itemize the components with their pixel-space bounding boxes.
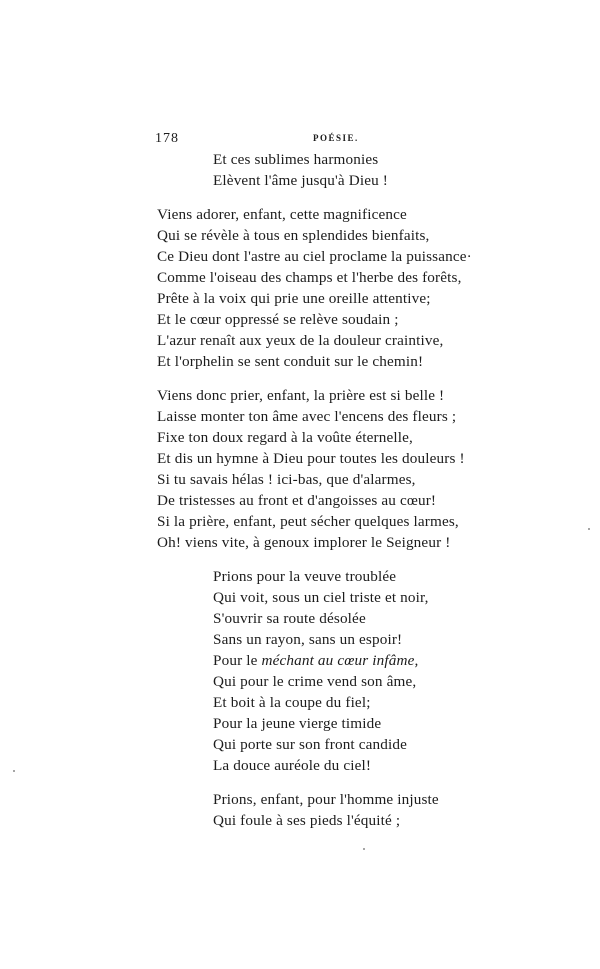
verse-line: Ce Dieu dont l'astre au ciel proclame la puissance· <box>157 248 472 265</box>
verse-line: Qui porte sur son front candide <box>213 736 408 753</box>
verse-line: Viens donc prier, enfant, la prière est si belle ! <box>157 387 445 404</box>
verse-line: Et le cœur oppressé se relève soudain ; <box>157 311 399 328</box>
verse-line: Viens adorer, enfant, cette magnificence <box>157 206 407 223</box>
verse-line: L'azur renaît aux yeux de la douleur craintive, <box>157 332 444 349</box>
verse-line: Prions pour la veuve troublée <box>213 568 397 585</box>
verse-line: Pour la jeune vierge timide <box>213 715 382 732</box>
verse-line <box>213 651 418 670</box>
verse-line: Et ces sublimes harmonies <box>213 151 379 168</box>
verse-line: De tristesses au front et d'angoisses au cœur! <box>157 492 437 509</box>
verse-line: Si la prière, enfant, peut sécher quelques larmes, <box>157 513 459 530</box>
verse-line: Et boit à la coupe du fiel; <box>213 694 371 711</box>
running-title: POÉSIE. <box>313 133 359 143</box>
verse-line: Qui voit, sous un ciel triste et noir, <box>213 589 429 606</box>
verse-line: Fixe ton doux regard à la voûte éternelle, <box>157 429 413 446</box>
verse-line: Prête à la voix qui prie une oreille attentive; <box>157 290 431 307</box>
scan-speck <box>13 770 15 772</box>
verse-line: Qui foule à ses pieds l'équité ; <box>213 812 401 829</box>
verse-line: Elèvent l'âme jusqu'à Dieu ! <box>213 172 388 189</box>
verse-line: S'ouvrir sa route désolée <box>213 610 366 627</box>
verse-line: Si tu savais hélas ! ici-bas, que d'alarmes, <box>157 471 416 488</box>
verse-line: Et dis un hymne à Dieu pour toutes les douleurs ! <box>157 450 465 467</box>
verse-line: Laisse monter ton âme avec l'encens des fleurs ; <box>157 408 457 425</box>
verse-line: Sans un rayon, sans un espoir! <box>213 631 403 648</box>
scan-speck <box>363 848 365 850</box>
page-number: 178 <box>155 131 179 146</box>
page-header <box>155 131 475 151</box>
verse-line: Comme l'oiseau des champs et l'herbe des forêts, <box>157 269 462 286</box>
verse-line: La douce auréole du ciel! <box>213 757 372 774</box>
verse-line: Oh! viens vite, à genoux implorer le Seigneur ! <box>157 534 451 551</box>
verse-line: Qui se révèle à tous en splendides bienfaits, <box>157 227 430 244</box>
verse-text: Pour le <box>213 652 262 669</box>
scan-speck <box>588 528 590 530</box>
verse-italic-text: méchant au cœur infâme, <box>261 652 419 669</box>
verse-line: Et l'orphelin se sent conduit sur le chemin! <box>157 353 424 370</box>
verse-line: Prions, enfant, pour l'homme injuste <box>213 791 439 808</box>
verse-line: Qui pour le crime vend son âme, <box>213 673 417 690</box>
